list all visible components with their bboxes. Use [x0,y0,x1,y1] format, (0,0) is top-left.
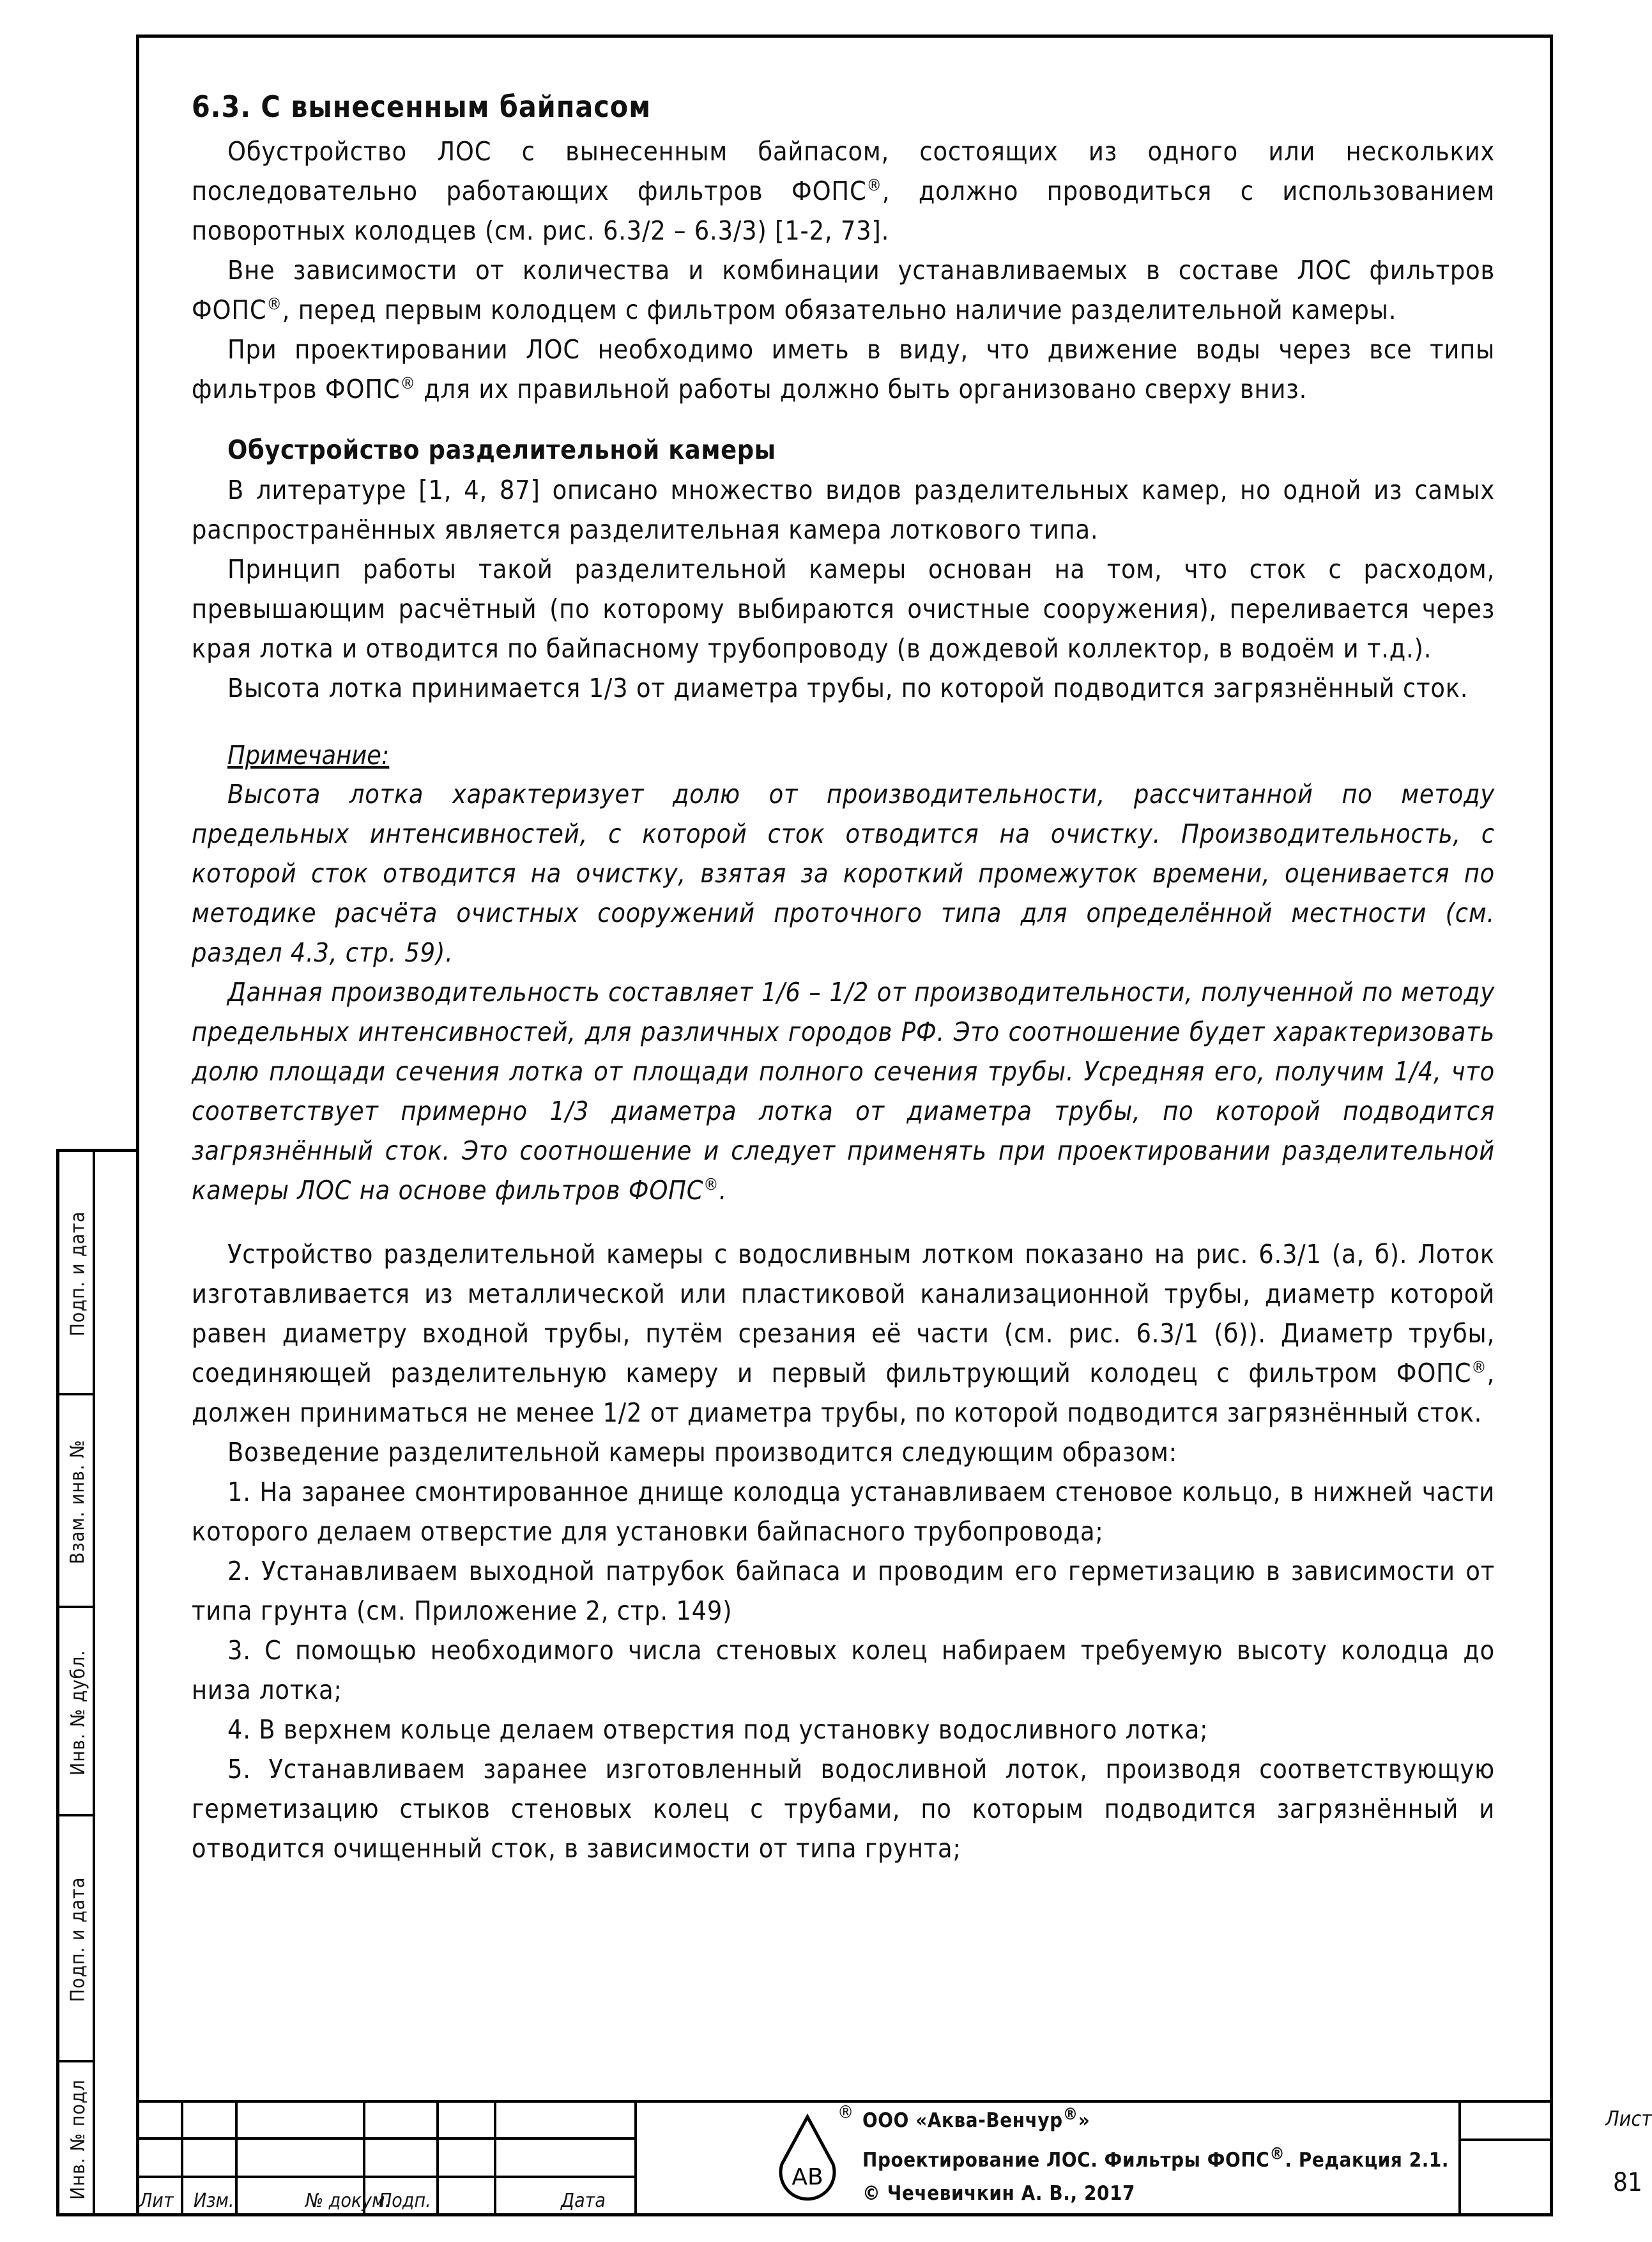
note-paragraph: Данная производительность составляет 1/6 – 1/2 от производительности, полученной по методу предельных интенсивностей, для различных городов РФ. Это соотношение будет характеризовать долю площади сечения лотка от площади полного сечения трубы. Усредняя его, получим 1/4, что соответствует примерно 1/3 диаметра лотка от диаметра трубы, по которой подводится загрязнённый сток. Это соотношение и следует применять при проектировании разделительной камеры ЛОС на основе фильтров ФОПС®. [192,977,1495,1206]
side-label-orig-inv: Инв. № подл [66,2079,89,2200]
col-doc: № докум. [305,2190,391,2212]
list-item: 1. На заранее смонтированное днище колодца устанавливаем стеновое кольцо, в нижней части которого делаем отверстие для установки байпасного трубопровода; [192,1477,1495,1547]
logo-text: АВ [792,2164,823,2190]
col-date: Дата [561,2190,606,2212]
section-paragraph: Обустройство ЛОС с вынесенным байпасом, состоящих из одного или нескольких последовательно работающих фильтров ФОПС®, должно проводиться с использованием поворотных колодцев (см. рис. 6.3/2 – 6.3/3) [1-2, 73]. [192,136,1495,246]
section-paragraph: При проектировании ЛОС необходимо иметь в виду, что движение воды через все типы фильтров ФОПС® для их правильной работы должно быть организовано сверху вниз. [192,334,1495,404]
body-paragraph: Устройство разделительной камеры с водосливным лотком показано на рис. 6.3/1 (а, б). Лоток изготавливается из металлической или пластиковой канализационной трубы, диаметр которой равен диаметру входной трубы, путём срезания её части (см. рис. 6.3/1 (б)). Диаметр трубы, соединяющей разделительную камеру и первый фильтрующий колодец с фильтром ФОПС®, должен приниматься не менее 1/2 от диаметра трубы, по которой подводится загрязнённый сток. [192,1239,1495,1428]
page-content [192,89,1495,1868]
side-label-replace-inv: Взам. инв. № [66,1439,89,1565]
col-sign: Подп. [379,2190,431,2212]
note-block [192,740,1495,1210]
org-name: ООО «Аква-Венчур®» [862,2105,1090,2132]
logo-registered: ® [837,2101,854,2123]
col-lit: Лит [139,2190,174,2212]
list-item: 2. Устанавливаем выходной патрубок байпаса и проводим его герметизацию в зависимости от типа грунта (см. Приложение 2, стр. 149) [192,1556,1495,1626]
section-title: 6.3. С вынесенным байпасом [192,89,652,124]
page-number: 81 [1613,2168,1642,2197]
section-paragraph: Вне зависимости от количества и комбинации устанавливаемых в составе ЛОС фильтров ФОПС®, перед первым колодцем с фильтром обязательно наличие разделительной камеры. [192,255,1495,325]
subsection-paragraph: Высота лотка принимается 1/3 от диаметра трубы, по которой подводится загрязнённый сток. [227,673,1469,703]
subsection-paragraph: Принцип работы такой разделительной камеры основан на том, что сток с расходом, превышающим расчётный (по которому выбираются очистные сооружения), переливается через края лотка и отводится по байпасному трубопроводу (в дождевой коллектор, в водоём и т.д.). [192,554,1495,664]
side-label-sign-date: Подп. и дата [66,1211,89,1337]
list-item: 4. В верхнем кольце делаем отверстия под установку водосливного лотка; [227,1714,1209,1745]
side-stamp [56,1149,136,2216]
project-title: Проектирование ЛОС. Фильтры ФОПС®. Редакция 2.1. [862,2144,1449,2172]
title-block [136,2100,1652,2216]
subsection-title: Обустройство разделительной камеры [227,434,776,465]
list-item: 3. С помощью необходимого числа стеновых колец набираем требуемую высоту колодца до низа лотка; [192,1635,1495,1705]
company-logo [778,2113,837,2207]
body-paragraph: Возведение разделительной камеры производится следующим образом: [227,1437,1177,1468]
note-title: Примечание: [227,740,390,771]
side-label-dup-inv: Инв. № дубл. [66,1649,89,1776]
col-izm: Изм. [194,2190,234,2212]
sheet-label: Лист [1605,2107,1652,2131]
subsection-paragraph: В литературе [1, 4, 87] описано множество видов разделительных камер, но одной из самых распространённых является разделительная камера лоткового типа. [192,475,1495,545]
note-paragraph: Высота лотка характеризует долю от производительности, рассчитанной по методу предельных интенсивностей, с которой сток отводится на очистку. Производительность, с которой сток отводится на очистку, взятая за короткий промежуток времени, оценивается по методике расчёта очистных сооружений проточного типа для определённой местности (см. раздел 4.3, стр. 59). [192,779,1495,968]
list-item: 5. Устанавливаем заранее изготовленный водосливной лоток, производя соответствующую герметизацию стыков стеновых колец с трубами, по которым подводится загрязнённый и отводится очищенный сток, в зависимости от типа грунта; [192,1754,1495,1864]
side-label-sign-date-2: Подп. и дата [66,1877,89,2002]
copyright: © Чечевичкин А. В., 2017 [862,2182,1135,2205]
